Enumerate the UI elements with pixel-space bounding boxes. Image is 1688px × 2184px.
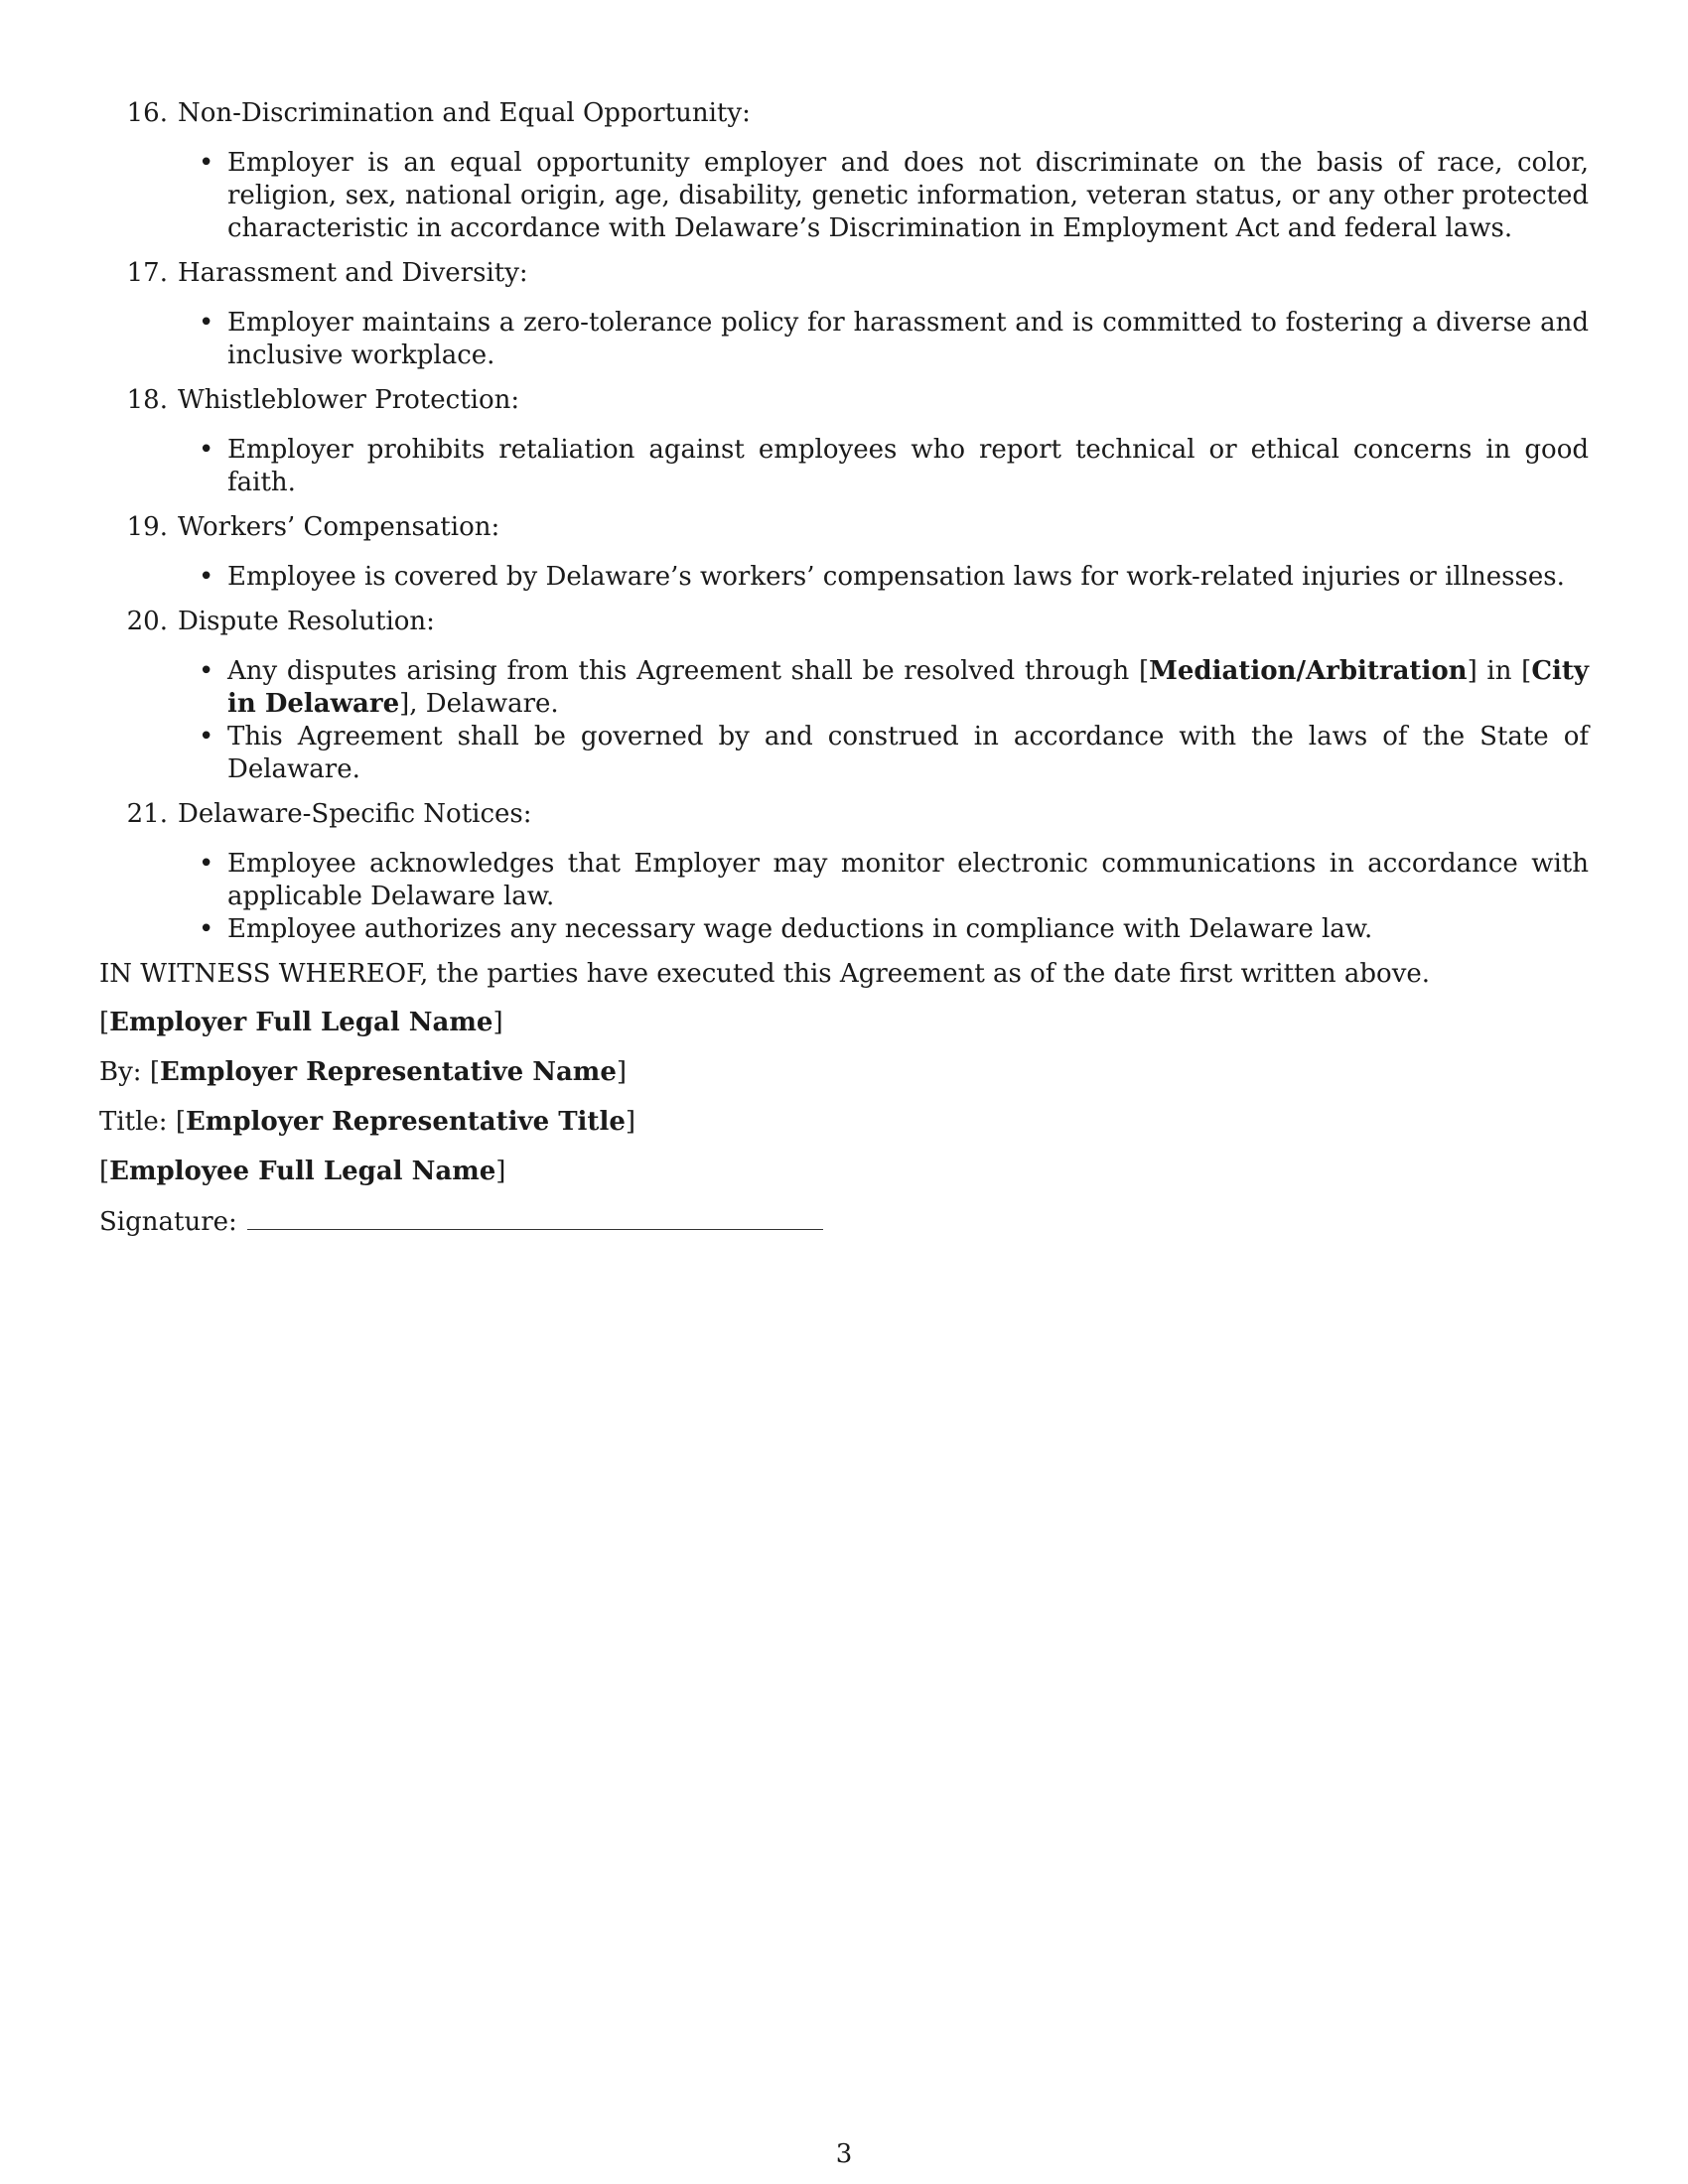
section-item (99, 798, 1589, 946)
bullet-list (99, 147, 1589, 245)
placeholder-bold-text: City in Delaware (227, 656, 1589, 719)
bullet-text: Employee acknowledges that Employer may monitor electronic communications in accordance with applicable Delaware law. (227, 849, 1589, 911)
section-title: Dispute Resolution: (178, 607, 435, 636)
section-item (99, 97, 1589, 245)
bullet-list (99, 434, 1589, 499)
bullet-item (99, 655, 1589, 721)
section-heading (99, 97, 1589, 130)
section-item (99, 384, 1589, 499)
bullet-text: ] in [ (1467, 656, 1532, 686)
representative-name-placeholder: Employer Representative Name (159, 1057, 617, 1087)
placeholder-bold-text: Mediation/Arbitration (1149, 656, 1468, 686)
bullet-item (99, 434, 1589, 499)
bullet-list (99, 307, 1589, 372)
by-label: By: [ (99, 1057, 160, 1087)
representative-title-placeholder: Employer Representative Title (185, 1107, 626, 1137)
signature-label: Signature: (99, 1207, 237, 1237)
bullet-item (99, 913, 1589, 946)
section-number: 16. (126, 98, 168, 128)
title-line (99, 1106, 1589, 1139)
bullet-text: Any disputes arising from this Agreement shall be resolved through [ (227, 656, 1150, 686)
bullet-text: Employer is an equal opportunity employer and does not discriminate on the basis of race, color, religion, sex, national origin, age, disability, genetic information, veteran status, or any other protected characteristic in accordance with Delaware’s Discrimination in Employment Act and federal laws. (227, 148, 1589, 243)
section-number: 21. (126, 799, 168, 829)
section-title: Harassment and Diversity: (178, 258, 528, 288)
section-title: Non-Discrimination and Equal Opportunity: (178, 98, 751, 128)
numbered-sections (99, 97, 1589, 946)
bullet-item (99, 307, 1589, 372)
section-heading (99, 798, 1589, 831)
bullet-item (99, 848, 1589, 913)
bullet-text: Employer maintains a zero-tolerance policy for harassment and is committed to fostering a diverse and inclusive workplace. (227, 308, 1589, 370)
by-line (99, 1056, 1589, 1089)
section-number: 19. (126, 512, 168, 542)
witness-clause: IN WITNESS WHEREOF, the parties have executed this Agreement as of the date first written above. (99, 959, 1431, 989)
section-item (99, 511, 1589, 594)
bullet-list (99, 561, 1589, 594)
bullet-text: This Agreement shall be governed by and construed in accordance with the laws of the State of Delaware. (227, 722, 1589, 784)
bullet-text: ], Delaware. (399, 689, 559, 719)
bullet-item (99, 147, 1589, 245)
employer-name-placeholder: Employer Full Legal Name (109, 1008, 493, 1037)
section-heading (99, 384, 1589, 417)
section-title: Workers’ Compensation: (178, 512, 500, 542)
section-title: Whistleblower Protection: (178, 385, 520, 415)
section-number: 17. (126, 258, 168, 288)
section-heading (99, 606, 1589, 638)
page-number: 3 (835, 2139, 853, 2169)
section-item (99, 257, 1589, 372)
employee-name-line (99, 1156, 1589, 1188)
bullet-list (99, 655, 1589, 786)
title-label: Title: [ (99, 1107, 186, 1137)
bullet-text: Employee authorizes any necessary wage deductions in compliance with Delaware law. (227, 914, 1373, 944)
document-body (99, 97, 1589, 1256)
employer-name-line (99, 1007, 1589, 1039)
signature-blank-rule (247, 1205, 823, 1230)
section-item (99, 606, 1589, 786)
bracket-close: ] (492, 1008, 503, 1037)
bracket-close: ] (625, 1107, 636, 1137)
section-number: 18. (126, 385, 168, 415)
section-heading (99, 511, 1589, 544)
section-heading (99, 257, 1589, 290)
bracket-close: ] (495, 1157, 506, 1186)
bullet-text: Employee is covered by Delaware’s workers’ compensation laws for work-related injuries or illnesses. (227, 562, 1565, 592)
bullet-text: Employer prohibits retaliation against employees who report technical or ethical concerns in good faith. (227, 435, 1589, 497)
bracket-close: ] (616, 1057, 628, 1087)
employee-name-placeholder: Employee Full Legal Name (109, 1157, 496, 1186)
bracket-open: [ (99, 1008, 110, 1037)
bullet-item (99, 561, 1589, 594)
section-number: 20. (126, 607, 168, 636)
section-title: Delaware-Specific Notices: (178, 799, 532, 829)
bullet-list (99, 848, 1589, 946)
bullet-item (99, 721, 1589, 786)
signature-line (99, 1205, 1589, 1239)
bracket-open: [ (99, 1157, 110, 1186)
